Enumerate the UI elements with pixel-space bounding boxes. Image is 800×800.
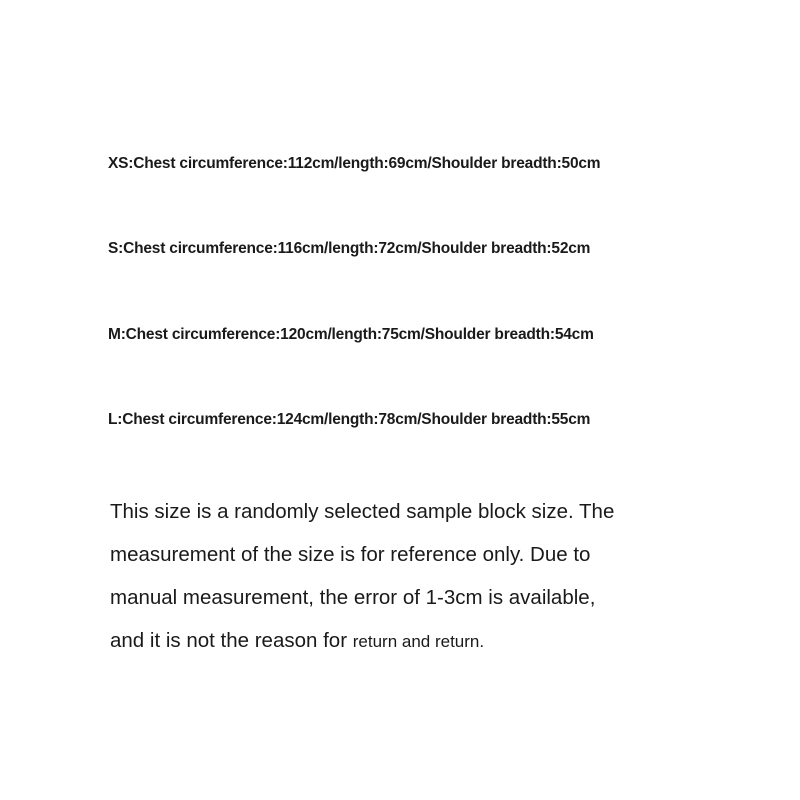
note-line-1: This size is a randomly selected sample block size. The	[110, 500, 615, 523]
note-line-3: manual measurement, the error of 1-3cm is available,	[110, 586, 596, 609]
size-disclaimer-note	[110, 490, 730, 663]
size-l-measurements: L:Chest circumference:124cm/length:78cm/Shoulder breadth:55cm	[108, 411, 591, 428]
size-xs-measurements: XS:Chest circumference:112cm/length:69cm/Shoulder breadth:50cm	[108, 155, 601, 172]
size-s-measurements: S:Chest circumference:116cm/length:72cm/Shoulder breadth:52cm	[108, 240, 591, 257]
note-line-4-tail: return and return.	[352, 632, 485, 651]
size-m-measurements: M:Chest circumference:120cm/length:75cm/Shoulder breadth:54cm	[108, 326, 594, 343]
note-line-4-text: and it is not the reason for	[110, 629, 353, 652]
note-line-4	[110, 619, 730, 663]
note-line-2: measurement of the size is for reference only. Due to	[110, 543, 591, 566]
